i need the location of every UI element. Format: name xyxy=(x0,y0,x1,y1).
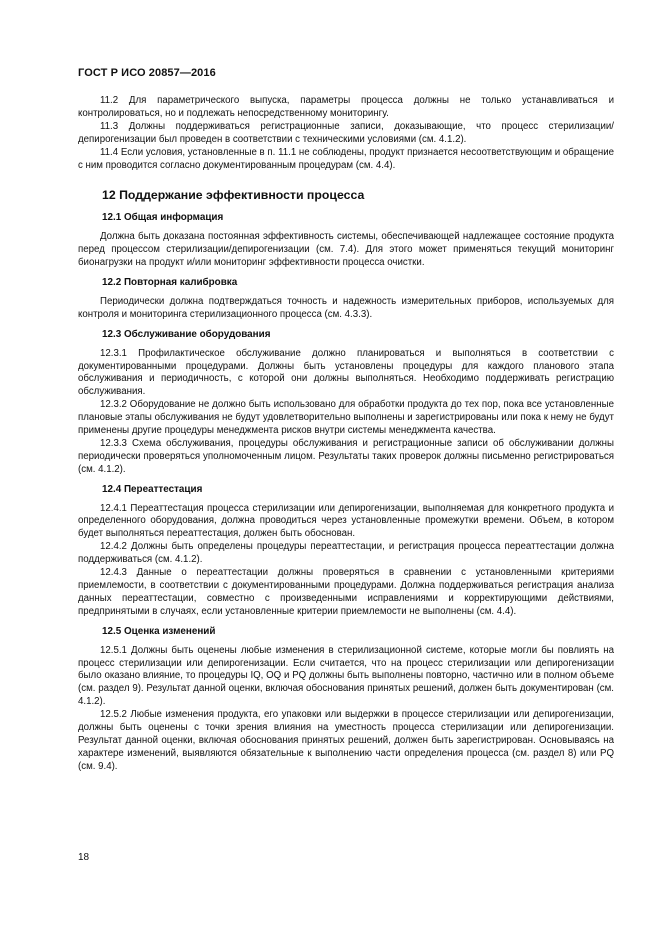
document-header: ГОСТ Р ИСО 20857—2016 xyxy=(78,67,216,79)
clause-12-5-2: 12.5.2 Любые изменения продукта, его упаковки или выдержки в процессе стерилизации или депирогенизации, должны быть оценены с точки зрения влияния на уместность процесса стерилизации или депирогенизации. Результат данной оценки, включая обоснования принятых решений, должен быть зарегистрирован. Основываясь на характере изменений, выявляются обязательные к выполнению части определения процесса (см. раздел 8) или PQ (см. 9.4). xyxy=(78,709,614,772)
document-body xyxy=(78,95,614,774)
clause-11-2: 11.2 Для параметрического выпуска, параметры процесса должны не только устанавливаться и контролироваться, но и подлежать непосредственному мониторингу. xyxy=(78,95,614,119)
subsection-12-2-text: Периодически должна подтверждаться точность и надежность измерительных приборов, используемых для контроля и мониторинга стерилизационного процесса (см. 4.3.3). xyxy=(78,295,614,320)
clause-12-3-2: 12.3.2 Оборудование не должно быть использовано для обработки продукта до тех пор, пока все установленные плановые этапы обслуживания не будут удовлетворительно выполнены и зарегистрированы или пока к нему не будут применены другие процедуры менеджмента рисков внутри системы менеджмента качества. xyxy=(78,399,614,437)
section-12-title: 12 Поддержание эффективности процесса xyxy=(102,188,365,203)
clause-11-4: 11.4 Если условия, установленные в п. 11.1 не соблюдены, продукт признается несоответствующим и обращение с ним проводится согласно документированным процедурам (см. 4.4). xyxy=(78,146,614,171)
clause-12-4-3: 12.4.3 Данные о переаттестации должны проверяться в сравнении с установленными критериями приемлемости, в соответствии с документированными процедурами. Должна поддерживаться регистрация анализа данных переаттестации, совместно с произведенными исправлениями и корректирующими действиями, предпринятыми в случаях, если установленные критерии приемлемости не выполнены (см. 4.4). xyxy=(78,567,614,617)
subsection-12-4-heading: 12.4 Переаттестация xyxy=(102,483,203,495)
clause-12-3-1: 12.3.1 Профилактическое обслуживание должно планироваться и выполняться в соответствии с документированными процедурами. Должны быть установлены процедуры для каждого планового этапа обслуживания и периодичность, с которой они должны выполняться. Необходимо поддерживать регистрацию обслуживания. xyxy=(78,347,614,398)
page-number: 18 xyxy=(78,852,90,863)
clause-11-3: 11.3 Должны поддерживаться регистрационные записи, доказывающие, что процесс стерилизации/депирогенизации был проведен в соответствии с техническими условиями (см. 4.1.2). xyxy=(78,120,614,145)
clause-12-3-3: 12.3.3 Схема обслуживания, процедуры обслуживания и регистрационные записи об обслуживании должны периодически проверяться уполномоченным лицом. Результаты таких проверок должны письменно регистрироваться (см. 4.1.2). xyxy=(78,437,614,475)
subsection-12-1-text: Должна быть доказана постоянная эффективность системы, обеспечивающей надлежащее состояние продукта перед процессом стерилизации/депирогенизации (см. 7.4). Для этого может применяться текущий мониторинг бионагрузки на продукт и/или мониторинг эффективности процесса очистки. xyxy=(78,231,614,269)
subsection-12-1-heading: 12.1 Общая информация xyxy=(102,212,224,224)
clause-12-5-1: 12.5.1 Должны быть оценены любые изменения в стерилизационной системе, которые могли бы повлиять на процесс стерилизации или депирогенизации. Если считается, что на процесс стерилизации или депирогенизации было оказано влияние, то процедуры IQ, OQ и PQ должны быть выполнены повторно, частично или в полном объеме (см. раздел 9). Результат данной оценки, включая обоснования принятых решений, должен быть документирован (см. 4.1.2). xyxy=(78,644,614,708)
subsection-12-5-heading: 12.5 Оценка изменений xyxy=(102,625,216,637)
clause-12-4-2: 12.4.2 Должны быть определены процедуры переаттестации, и регистрация процесса переаттестации должна поддерживаться (см. 4.1.2). xyxy=(78,541,614,566)
clause-12-4-1: 12.4.1 Переаттестация процесса стерилизации или депирогенизации, выполняемая для конкретного продукта и определенного оборудования, должна проводиться через установленные промежутки времени. Объем, в котором будет выполняться переаттестация, должен быть обоснован. xyxy=(78,502,614,540)
subsection-12-2-heading: 12.2 Повторная калибровка xyxy=(102,276,238,288)
subsection-12-3-heading: 12.3 Обслуживание оборудования xyxy=(102,328,271,340)
